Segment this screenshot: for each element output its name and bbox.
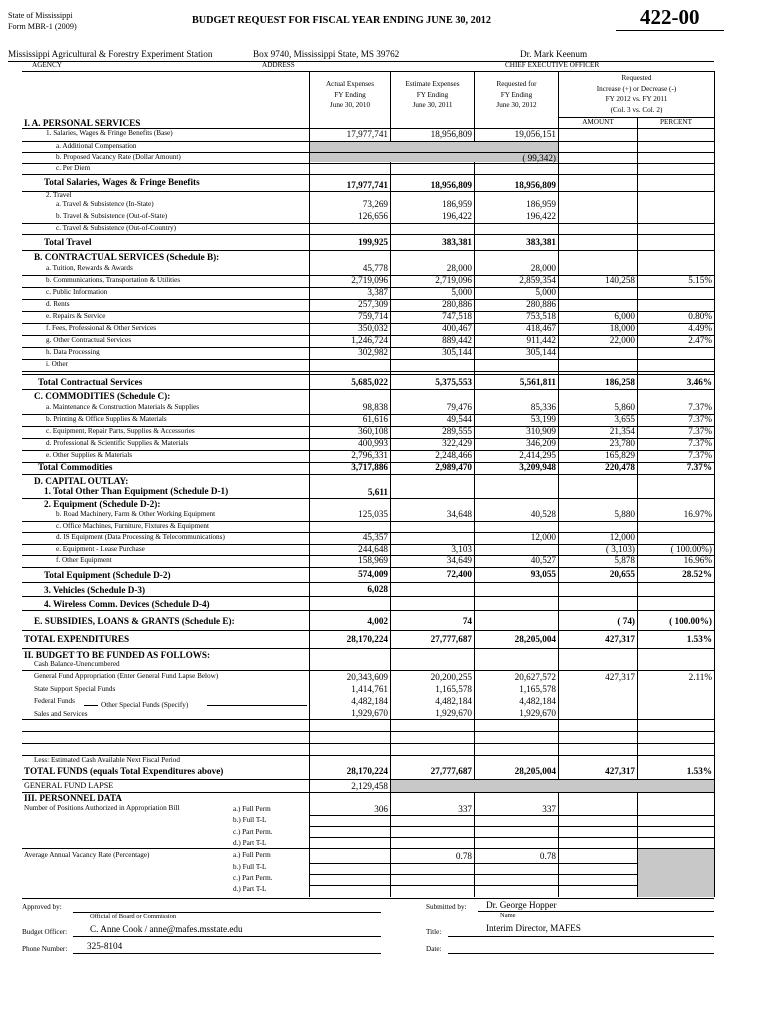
value-cell: 4,002 bbox=[367, 616, 388, 626]
value-cell: 1,165,578 bbox=[519, 684, 556, 694]
form-label: Form MBR-1 (2009) bbox=[8, 22, 77, 31]
value-cell: 759,714 bbox=[358, 311, 388, 321]
total-salaries-label: Total Salaries, Wages & Fringe Benefits bbox=[44, 177, 200, 187]
row-label: d. IS Equipment (Data Processing & Telecommunications) bbox=[56, 533, 225, 541]
row-label: c. Office Machines, Furniture, Fixtures & Equipment bbox=[56, 521, 209, 530]
col2-header: Estimate Expenses FY Ending June 30, 2011 bbox=[405, 80, 460, 109]
positions-col1: 306 bbox=[374, 804, 388, 814]
value-cell: 1,929,670 bbox=[435, 708, 472, 718]
value-cell: 23,780 bbox=[609, 438, 635, 448]
vehicles-label: 3. Vehicles (Schedule D-3) bbox=[44, 585, 146, 595]
value-cell: 20,343,609 bbox=[346, 672, 388, 682]
value-cell: 61,616 bbox=[362, 414, 388, 424]
sales-services-label: Sales and Services bbox=[34, 710, 88, 718]
ceo-caption: CHIEF EXECUTIVE OFFICER bbox=[505, 61, 600, 69]
value-cell: 5,000 bbox=[535, 287, 556, 297]
title-value[interactable]: Interim Director, MAFES bbox=[486, 923, 581, 933]
value-cell: 20,627,572 bbox=[514, 672, 556, 682]
value-cell: 98,838 bbox=[362, 402, 388, 412]
total-travel-col1: 199,925 bbox=[358, 237, 388, 247]
value-cell: 747,518 bbox=[442, 311, 472, 321]
value-cell: 16.96% bbox=[683, 555, 712, 565]
value-cell: 322,429 bbox=[442, 438, 472, 448]
general-fund-label: General Fund Appropriation (Enter General Fund Lapse Below) bbox=[34, 672, 219, 680]
value-cell: 72,400 bbox=[446, 569, 472, 579]
contractual-heading: B. CONTRACTUAL SERVICES (Schedule B): bbox=[34, 252, 220, 262]
value-cell: 3.46% bbox=[686, 377, 712, 387]
value-cell: 45,357 bbox=[362, 532, 388, 542]
value-cell: 1,165,578 bbox=[435, 684, 472, 694]
value-cell: 2,859,354 bbox=[519, 275, 556, 285]
value-cell: 911,442 bbox=[526, 335, 556, 345]
value-cell: 2,796,331 bbox=[351, 450, 388, 460]
value-cell: 20,655 bbox=[609, 569, 635, 579]
value-cell: 12,000 bbox=[530, 532, 556, 542]
budget-officer-label: Budget Officer: bbox=[22, 928, 68, 936]
state-support-label: State Support Special Funds bbox=[34, 685, 116, 693]
value-cell: 3,655 bbox=[614, 414, 635, 424]
equipment-label: 2. Equipment (Schedule D-2): bbox=[44, 499, 161, 509]
row-label: a. Maintenance & Construction Materials & Supplies bbox=[46, 403, 200, 411]
value-cell: 140,258 bbox=[605, 275, 635, 285]
full-tl-key: b.) Full T-L bbox=[233, 816, 267, 824]
total-equipment-label: Total Equipment (Schedule D-2) bbox=[44, 570, 171, 580]
agency-caption: AGENCY bbox=[32, 61, 62, 69]
travel-instate-col3: 186,959 bbox=[526, 199, 556, 209]
value-cell: 49,544 bbox=[446, 414, 472, 424]
capital-outlay-heading: D. CAPITAL OUTLAY: bbox=[34, 476, 129, 486]
value-cell: 28,000 bbox=[530, 263, 556, 273]
value-cell: 40,528 bbox=[530, 509, 556, 519]
value-cell: 45,778 bbox=[362, 263, 388, 273]
lapse-col1: 2,129,458 bbox=[351, 781, 388, 791]
value-cell: 6,000 bbox=[614, 311, 635, 321]
vacancy-col3: ( 99,342) bbox=[522, 153, 556, 163]
value-cell: 7.37% bbox=[688, 402, 712, 412]
row-label: b. Road Machinery, Farm & Other Working Equipment bbox=[56, 510, 216, 518]
value-cell: 2,248,466 bbox=[435, 450, 472, 460]
value-cell: 4.49% bbox=[688, 323, 712, 333]
value-cell: 5,860 bbox=[614, 402, 635, 412]
row-label: c. Equipment, Repair Parts, Supplies & Accessories bbox=[46, 427, 195, 435]
row-label: a. Tuition, Rewards & Awards bbox=[46, 264, 133, 272]
commodities-heading: C. COMMODITIES (Schedule C): bbox=[34, 391, 171, 401]
personnel-heading: III. PERSONNEL DATA bbox=[24, 793, 122, 803]
salaries-col3: 19,056,151 bbox=[514, 129, 556, 139]
value-cell: 289,555 bbox=[442, 426, 472, 436]
value-cell: 5,685,022 bbox=[351, 377, 388, 387]
value-cell: 20,200,255 bbox=[430, 672, 472, 682]
value-cell: 427,317 bbox=[605, 766, 635, 776]
wireless-label: 4. Wireless Comm. Devices (Schedule D-4) bbox=[44, 599, 210, 609]
value-cell: 360,108 bbox=[358, 426, 388, 436]
value-cell: 302,982 bbox=[358, 347, 388, 357]
value-cell: 12,000 bbox=[609, 532, 635, 542]
other-than-equipment-label: 1. Total Other Than Equipment (Schedule D-1) bbox=[44, 486, 229, 496]
part-perm-key: c.) Part Perm. bbox=[233, 828, 273, 836]
value-cell: 400,993 bbox=[358, 438, 388, 448]
value-cell: 1,929,670 bbox=[351, 708, 388, 718]
value-cell: 5,375,553 bbox=[435, 377, 472, 387]
salaries-label: 1. Salaries, Wages & Fringe Benefits (Base) bbox=[46, 129, 173, 137]
row-label: e. Repairs & Service bbox=[46, 312, 106, 320]
total-salaries-col2: 18,956,809 bbox=[430, 180, 472, 190]
page-title: BUDGET REQUEST FOR FISCAL YEAR ENDING JUNE 30, 2012 bbox=[192, 15, 491, 26]
value-cell: 79,476 bbox=[446, 402, 472, 412]
value-cell: ( 3,103) bbox=[605, 543, 635, 554]
vacancy-rate-col2: 0.78 bbox=[455, 851, 472, 861]
value-cell: 40,527 bbox=[530, 555, 556, 565]
funding-heading: II. BUDGET TO BE FUNDED AS FOLLOWS: bbox=[24, 650, 211, 660]
travel-outstate-col2: 196,422 bbox=[442, 211, 472, 221]
personal-services-heading: I. A. PERSONAL SERVICES bbox=[24, 118, 141, 128]
travel-label: 2. Travel bbox=[46, 191, 72, 199]
vehicles-col1: 6,028 bbox=[367, 584, 388, 594]
value-cell: 3,103 bbox=[451, 543, 472, 554]
value-cell: 400,467 bbox=[442, 323, 472, 333]
subsidies-label: E. SUBSIDIES, LOANS & GRANTS (Schedule E): bbox=[34, 616, 235, 626]
phone-value[interactable]: 325-8104 bbox=[87, 941, 123, 951]
full-tl-key-2: b.) Full T-L bbox=[233, 863, 267, 871]
value-cell: 280,886 bbox=[442, 299, 472, 309]
value-cell: 93,055 bbox=[530, 569, 556, 579]
value-cell: 28.52% bbox=[682, 569, 712, 579]
value-cell: 28,205,004 bbox=[514, 634, 556, 644]
positions-col3: 337 bbox=[542, 804, 556, 814]
value-cell: 346,209 bbox=[526, 438, 556, 448]
value-cell: 34,649 bbox=[446, 555, 472, 565]
value-cell: 158,969 bbox=[358, 555, 388, 565]
amount-header: AMOUNT bbox=[582, 118, 614, 126]
value-cell: 280,886 bbox=[526, 299, 556, 309]
value-cell: 2,719,096 bbox=[435, 275, 472, 285]
value-cell: 125,035 bbox=[358, 509, 388, 519]
value-cell: 574,009 bbox=[358, 569, 388, 579]
total-travel-col3: 383,381 bbox=[526, 237, 556, 247]
value-cell: 427,317 bbox=[605, 634, 635, 644]
value-cell: 21,354 bbox=[609, 426, 635, 436]
shaded-lapse bbox=[391, 780, 714, 792]
travel-outstate-label: b. Travel & Subsistence (Out-of-State) bbox=[56, 212, 168, 220]
vacancy-rate-label: Average Annual Vacancy Rate (Percentage) bbox=[24, 851, 150, 859]
value-cell: 28,170,224 bbox=[346, 766, 388, 776]
value-cell: 27,777,687 bbox=[430, 766, 472, 776]
value-cell: 2,989,470 bbox=[435, 462, 472, 472]
total-commodities-label: Total Commodities bbox=[38, 462, 113, 472]
value-cell: 7.37% bbox=[688, 438, 712, 448]
federal-funds-label: Federal Funds bbox=[34, 697, 75, 705]
agency-code: 422-00 bbox=[640, 5, 700, 29]
agency-address: Box 9740, Mississippi State, MS 39762 bbox=[253, 49, 400, 59]
row-label: e. Equipment - Lease Purchase bbox=[56, 544, 145, 553]
row-rule bbox=[22, 359, 714, 360]
value-cell: 2.11% bbox=[688, 672, 712, 682]
full-perm-key: a.) Full Perm bbox=[233, 805, 271, 813]
row-label: i. Other bbox=[46, 360, 68, 368]
date-label: Date: bbox=[426, 945, 442, 953]
value-cell: 889,442 bbox=[442, 335, 472, 345]
salaries-col1: 17,977,741 bbox=[346, 129, 388, 139]
value-cell: 3,387 bbox=[367, 287, 388, 297]
other-than-equipment-col1: 5,611 bbox=[367, 487, 388, 497]
value-cell: 305,144 bbox=[526, 347, 556, 357]
value-cell: 22,000 bbox=[609, 335, 635, 345]
row-label: b. Printing & Office Supplies & Materials bbox=[46, 415, 167, 423]
value-cell: 74 bbox=[462, 616, 472, 626]
value-cell: 427,317 bbox=[605, 672, 635, 682]
value-cell: 350,032 bbox=[358, 323, 388, 333]
value-cell: ( 100.00%) bbox=[669, 616, 712, 626]
value-cell: 0.80% bbox=[688, 311, 712, 321]
value-cell: 220,478 bbox=[605, 462, 635, 472]
value-cell: 310,909 bbox=[526, 426, 556, 436]
vacancy-label: b. Proposed Vacancy Rate (Dollar Amount) bbox=[56, 153, 181, 161]
value-cell: 7.37% bbox=[688, 426, 712, 436]
row-label: f. Fees, Professional & Other Services bbox=[46, 324, 156, 332]
row-label: h. Data Processing bbox=[46, 348, 100, 356]
value-cell: 305,144 bbox=[442, 347, 472, 357]
value-cell: 1.53% bbox=[686, 634, 712, 644]
approved-by-label: Approved by: bbox=[22, 903, 62, 911]
value-cell: 5.15% bbox=[688, 275, 712, 285]
total-salaries-col1: 17,977,741 bbox=[346, 180, 388, 190]
value-cell: 7.37% bbox=[686, 462, 712, 472]
value-cell: 418,467 bbox=[526, 323, 556, 333]
travel-instate-label: a. Travel & Subsistence (In-State) bbox=[56, 200, 154, 208]
value-cell: 753,518 bbox=[526, 311, 556, 321]
official-caption: Official of Board or Commission bbox=[90, 913, 177, 920]
title-label: Title: bbox=[426, 928, 442, 936]
value-cell: 4,482,184 bbox=[351, 696, 388, 706]
col1-header: Actual Expenses FY Ending June 30, 2010 bbox=[325, 80, 375, 109]
total-travel-label: Total Travel bbox=[44, 237, 92, 247]
value-cell: 186,258 bbox=[605, 377, 635, 387]
value-cell: 2,719,096 bbox=[351, 275, 388, 285]
value-cell: 1,246,724 bbox=[351, 335, 388, 345]
travel-outstate-col1: 126,656 bbox=[358, 211, 388, 221]
travel-outstate-col3: 196,422 bbox=[526, 211, 556, 221]
per-diem-label: c. Per Diem bbox=[56, 164, 91, 172]
value-cell: 85,336 bbox=[530, 402, 556, 412]
row-label: d. Rents bbox=[46, 300, 70, 308]
value-cell: 16.97% bbox=[683, 509, 712, 519]
value-cell: ( 74) bbox=[617, 616, 635, 626]
budget-officer-name[interactable]: C. Anne Cook / anne@mafes.msstate.edu bbox=[90, 924, 243, 934]
row-label: g. Other Contractual Services bbox=[46, 336, 132, 344]
other-special-funds-label: Other Special Funds (Specify) bbox=[101, 701, 189, 709]
value-cell: 7.37% bbox=[688, 450, 712, 460]
less-estimated-label: Less: Estimated Cash Available Next Fiscal Period bbox=[34, 756, 180, 764]
cash-balance-label: Cash Balance-Unencumbered bbox=[34, 660, 120, 668]
value-cell: 28,205,004 bbox=[514, 766, 556, 776]
agency-name: Mississippi Agricultural & Forestry Experiment Station bbox=[8, 49, 213, 59]
value-cell: 2,414,295 bbox=[519, 450, 556, 460]
total-travel-col2: 383,381 bbox=[442, 237, 472, 247]
travel-instate-col1: 73,269 bbox=[362, 199, 388, 209]
row-label: b. Communications, Transportation & Utilities bbox=[46, 276, 181, 284]
col4-header: Requested Increase (+) or Decrease (-) FY 2012 vs. FY 2011 (Col. 3 vs. Col. 2) bbox=[596, 74, 677, 114]
positions-label: Number of Positions Authorized in Appropriation Bill bbox=[24, 804, 180, 812]
total-expenditures-label: TOTAL EXPENDITURES bbox=[24, 634, 130, 644]
shaded-personnel bbox=[638, 849, 714, 897]
value-cell: 27,777,687 bbox=[430, 634, 472, 644]
value-cell: 5,000 bbox=[451, 287, 472, 297]
value-cell: 5,561,811 bbox=[519, 377, 556, 387]
ceo-name: Dr. Mark Keenum bbox=[520, 49, 588, 59]
value-cell: 3,209,948 bbox=[519, 462, 556, 472]
value-cell: 244,648 bbox=[358, 543, 388, 554]
value-cell: 18,000 bbox=[609, 323, 635, 333]
state-label: State of Mississippi bbox=[8, 11, 73, 20]
phone-label: Phone Number: bbox=[22, 945, 68, 953]
value-cell: 1,414,761 bbox=[351, 684, 388, 694]
travel-instate-col2: 186,959 bbox=[442, 199, 472, 209]
vacancy-rate-col3: 0.78 bbox=[539, 851, 556, 861]
value-cell: 4,482,184 bbox=[435, 696, 472, 706]
value-cell: ( 100.00%) bbox=[670, 543, 712, 554]
value-cell: 28,170,224 bbox=[346, 634, 388, 644]
value-cell: 34,648 bbox=[446, 509, 472, 519]
name-caption: Name bbox=[500, 912, 516, 919]
value-cell: 7.37% bbox=[688, 414, 712, 424]
total-salaries-col3: 18,956,809 bbox=[514, 180, 556, 190]
positions-col2: 337 bbox=[458, 804, 472, 814]
submitted-by-label: Submitted by: bbox=[426, 903, 467, 911]
value-cell: 5,880 bbox=[614, 509, 635, 519]
col3-header: Requested for FY Ending June 30, 2012 bbox=[496, 80, 537, 109]
full-perm-key-2: a.) Full Perm bbox=[233, 851, 271, 859]
value-cell: 1,929,670 bbox=[519, 708, 556, 718]
value-cell: 257,309 bbox=[358, 299, 388, 309]
address-caption: ADDRESS bbox=[262, 61, 295, 69]
value-cell: 1.53% bbox=[686, 766, 712, 776]
salaries-col2: 18,956,809 bbox=[430, 129, 472, 139]
submitted-by-name[interactable]: Dr. George Hopper bbox=[486, 900, 557, 910]
row-rule bbox=[22, 371, 714, 372]
row-label: e. Other Supplies & Materials bbox=[46, 451, 133, 459]
row-label: f. Other Equipment bbox=[56, 556, 112, 564]
value-cell: 2.47% bbox=[688, 335, 712, 345]
additional-comp-label: a. Additional Compensation bbox=[56, 142, 137, 150]
value-cell: 3,717,886 bbox=[351, 462, 388, 472]
total-contractual-label: Total Contractual Services bbox=[38, 377, 143, 387]
part-tl-key: d.) Part T-L bbox=[233, 839, 267, 847]
general-fund-lapse-label: GENERAL FUND LAPSE bbox=[24, 781, 114, 790]
travel-country-label: c. Travel & Subsistence (Out-of-Country) bbox=[56, 224, 176, 232]
value-cell: 4,482,184 bbox=[519, 696, 556, 706]
value-cell: 165,829 bbox=[605, 450, 635, 460]
value-cell: 53,199 bbox=[530, 414, 556, 424]
value-cell: 28,000 bbox=[446, 263, 472, 273]
value-cell: 5,878 bbox=[614, 555, 635, 565]
total-funds-label: TOTAL FUNDS (equals Total Expenditures above) bbox=[24, 766, 224, 776]
part-tl-key-2: d.) Part T-L bbox=[233, 885, 267, 893]
part-perm-key-2: c.) Part Perm. bbox=[233, 874, 273, 882]
row-label: c. Public Information bbox=[46, 288, 108, 296]
percent-header: PERCENT bbox=[660, 118, 692, 126]
row-label: d. Professional & Scientific Supplies & Materials bbox=[46, 439, 189, 447]
